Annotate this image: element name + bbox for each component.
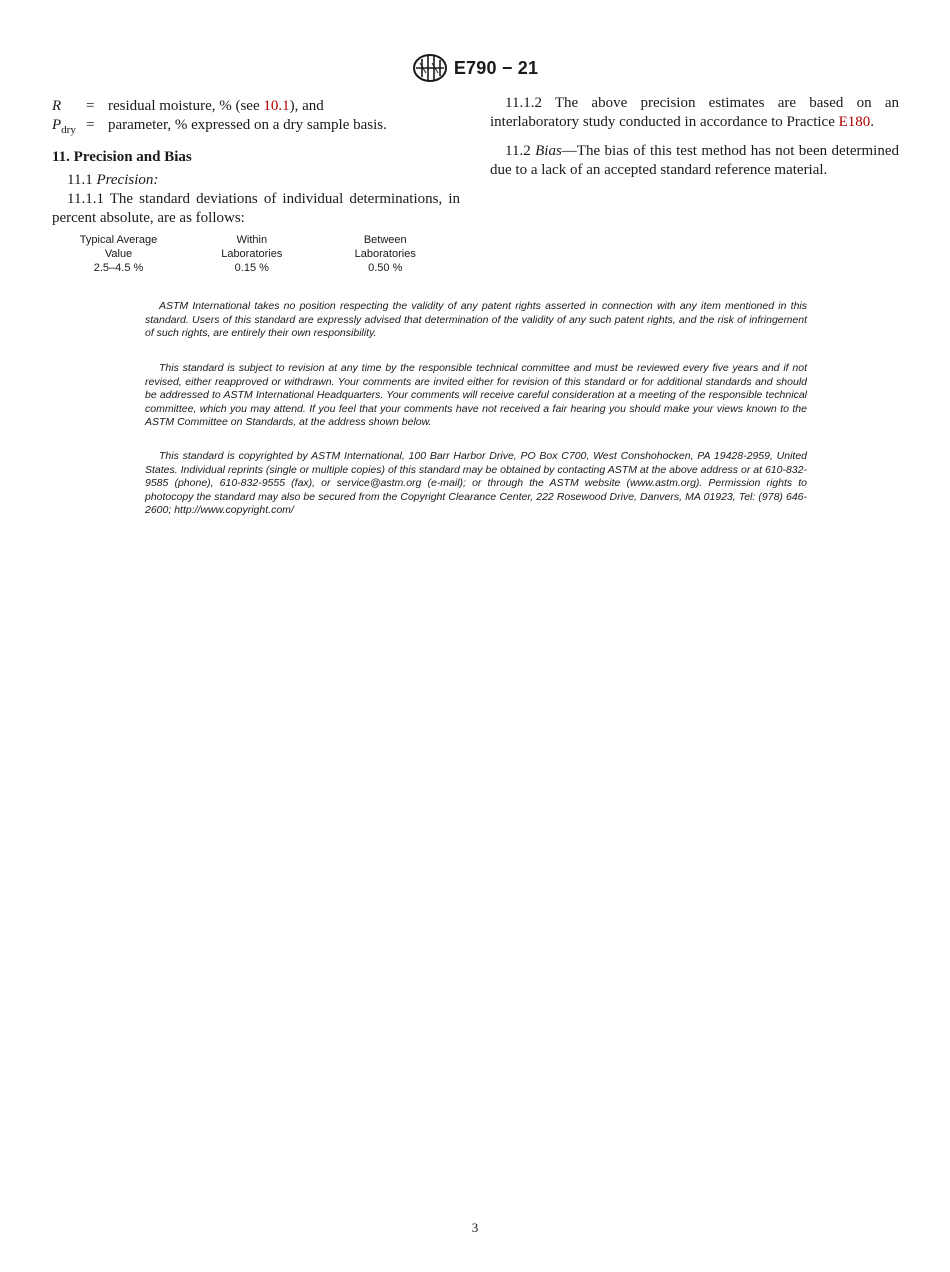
definition-row bbox=[52, 97, 460, 116]
paragraph-11-1-1: 11.1.1 The standard deviations of individual determinations, in percent absolute, are as follows: bbox=[52, 191, 460, 226]
paragraph-11-1-2: 11.1.2 The above precision estimates are based on an interlaboratory study conducted in accordance to Practice E180. bbox=[490, 95, 899, 130]
table-row bbox=[52, 261, 452, 275]
notice-text: This standard is copyrighted by ASTM International, 100 Barr Harbor Drive, PO Box C700, West Conshohocken, PA 19428-2959, United States. Individual reprints (single or multiple copies) of this standard may be obtained by contacting ASTM at the above address or at 610-832-9585 (phone), 610-832-9555 (fax), or service@astm.org (e-mail); or through the ASTM website (www.astm.org). Permission rights to photocopy the standard may also be secured from the Copyright Clearance Center, 222 Rosewood Drive, Danvers, MA 01923, Tel: (978) 646-2600; http://www.copyright.com/ bbox=[145, 450, 807, 516]
page-header bbox=[0, 52, 950, 84]
paragraph-11-2: 11.2 Bias—The bias of this test method has not been determined due to a lack of an accepted standard reference material. bbox=[490, 143, 900, 178]
astm-logo-icon bbox=[412, 53, 448, 83]
notice-text: This standard is subject to revision at any time by the responsible technical committee and must be reviewed every five years and if not revised, either reapproved or withdrawn. Your comments are invited either for revision of this standard or for additional standards and should be addressed to ASTM International Headquarters. Your comments will receive careful consideration at a meeting of the responsible technical committee, which you may attend. If you feel that your comments have not received a fair hearing you should make your views known to the ASTM Committee on Standards, at the address shown below. bbox=[145, 362, 807, 428]
document-id: E790 − 21 bbox=[453, 57, 539, 78]
table-header-cell: Within Laboratories bbox=[221, 234, 283, 260]
patent-notice bbox=[145, 300, 807, 341]
revision-notice bbox=[145, 362, 807, 430]
paragraph-11-1: 11.1 Precision: bbox=[67, 172, 159, 188]
definition-equals: = bbox=[86, 98, 95, 114]
definition-symbol: $P_{dry}$ bbox=[52, 117, 76, 136]
page-number: 3 bbox=[471, 1220, 479, 1235]
definition-equals: = bbox=[86, 117, 95, 133]
copyright-notice bbox=[145, 450, 807, 518]
table-cell: 0.50 % bbox=[368, 262, 403, 274]
right-column bbox=[490, 94, 899, 180]
notice-text: ASTM International takes no position respecting the validity of any patent rights asserted in connection with any item mentioned in this standard. Users of this standard are expressly advised that determination of the validity of any such patent rights, and the risk of infringement of such rights, are entirely their own responsibility. bbox=[145, 300, 807, 339]
definition-text: residual moisture, % (see 10.1), and bbox=[108, 98, 324, 114]
definition-row bbox=[52, 116, 460, 140]
practice-link[interactable]: E180 bbox=[838, 114, 871, 130]
definition-symbol: R bbox=[52, 98, 62, 114]
table-header-cell: Between Laboratories bbox=[354, 234, 416, 260]
definition-text: parameter, % expressed on a dry sample basis. bbox=[108, 117, 387, 133]
table-cell: 2.5–4.5 % bbox=[93, 262, 144, 274]
precision-table bbox=[52, 233, 452, 275]
table-header-cell: Typical Average Value bbox=[79, 234, 158, 260]
section-link[interactable]: 10.1 bbox=[263, 98, 290, 114]
table-cell: 0.15 % bbox=[234, 262, 269, 274]
table-header-row bbox=[52, 233, 452, 261]
section-title: 11. Precision and Bias bbox=[52, 149, 192, 165]
left-column bbox=[52, 97, 460, 275]
